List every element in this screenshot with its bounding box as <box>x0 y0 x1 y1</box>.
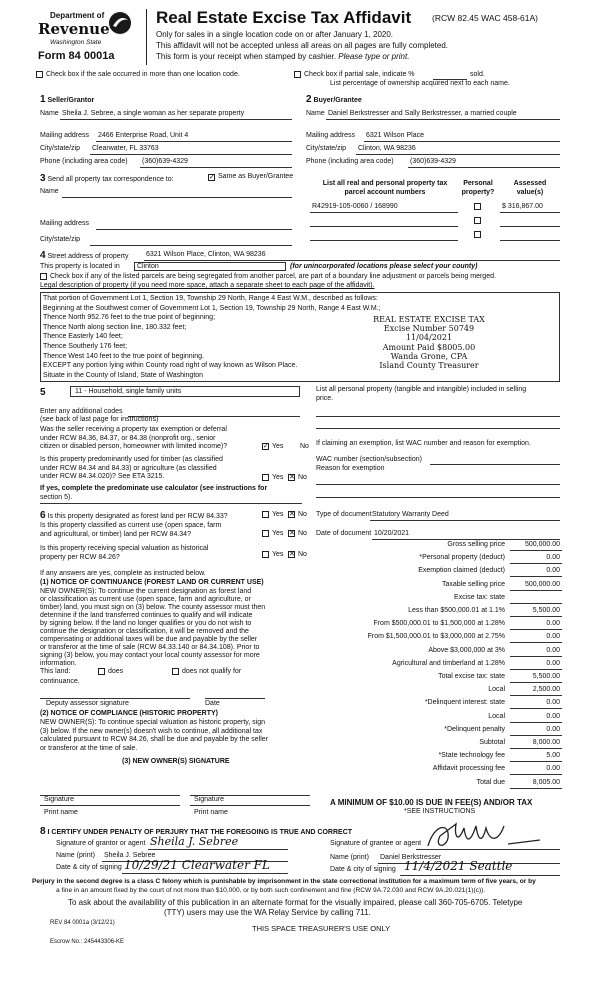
tax-row-value: 0.00 <box>546 765 560 773</box>
s6-q1-yes-checkbox[interactable] <box>262 511 269 518</box>
assessed-col-header-2: value(s) <box>516 189 544 196</box>
tax-row-value: 0.00 <box>546 567 560 575</box>
doc-type-label: Type of document <box>316 511 372 518</box>
tax-row-value: 5,500.00 <box>532 673 560 680</box>
grantor-date-city: 10/29/21 Clearwater FL <box>124 858 270 872</box>
s6-q3-line: property per RCW 84.26? <box>40 553 120 561</box>
tax-row-label: *Delinquent penalty <box>444 725 505 733</box>
notice1-line: continue the designation or classification, it will be removed and the <box>40 628 249 635</box>
s6-q1: 6 Is this property designated as forest land per RCW 84.33? <box>40 510 228 521</box>
seller-phone-label: Phone (including area code) <box>40 158 128 165</box>
legal-description-box <box>40 292 560 382</box>
tax-row-value: 0.00 <box>546 725 560 733</box>
q2-note2: section 5). <box>40 494 73 501</box>
owner-print-label-2: Print name <box>194 809 228 816</box>
tax-row-label: Total due <box>476 778 505 786</box>
tax-row-value: 2,500.00 <box>532 686 560 694</box>
parcel-number: R42919-105-0060 / 168990 <box>312 203 398 210</box>
tax-row-value: 0.00 <box>546 633 560 641</box>
deputy-date-label: Date <box>205 700 220 707</box>
form-rcw: (RCW 82.45 WAC 458-61A) <box>432 13 538 23</box>
grantee-name-label: Name (print) <box>330 854 369 861</box>
notice1-title: (1) NOTICE OF CONTINUANCE (FOREST LAND OR CURRENT USE) <box>40 579 264 586</box>
tax-row-label: *Personal property (deduct) <box>419 554 505 562</box>
s6-q3-line: Is this property receiving special valuation as historical <box>40 545 209 552</box>
q2-note: If yes, complete the predominate use calculator (see instructions for <box>40 485 268 492</box>
seller-phone: (360)639-4329 <box>142 158 188 165</box>
located-field[interactable]: Clinton <box>134 262 286 271</box>
tax-row-label: Taxable selling price <box>441 580 505 588</box>
tax-row-label: Local <box>488 712 505 720</box>
s6-q2-yes-checkbox[interactable] <box>262 530 269 537</box>
notice1-line: by signing below. If the land no longer qualifies or you do not wish to <box>40 620 252 627</box>
timber-question-line: under RCW 84.34 and 84.33) or agriculture (as classified <box>40 464 217 472</box>
seller-city: Clearwater, FL 33763 <box>92 145 159 152</box>
legal-description-line: Beginning at the Southwest corner of Government Lot 1, Section 19, Township 29 North, Range 4 East W.M.; <box>43 304 381 312</box>
tax-row-label: Total excise tax: state <box>438 673 505 680</box>
grantor-signature-label: Signature of grantor or agent <box>56 840 146 847</box>
located-note: (for unincorporated locations please select your county) <box>290 263 478 270</box>
s6-q1-no-label: No <box>298 511 307 518</box>
s6-q3-no-label: No <box>298 551 307 558</box>
this-land-label: This land: <box>40 668 71 675</box>
personal-col-header-2: property? <box>461 189 495 196</box>
notice2-title: (2) NOTICE OF COMPLIANCE (HISTORIC PROPERTY) <box>40 710 218 717</box>
seller-heading: 1 Seller/Grantor <box>40 94 95 105</box>
buyer-heading: 2 Buyer/Grantee <box>306 94 362 105</box>
located-label: This property is located in <box>40 263 120 270</box>
legal-description-line: Situate in the County of Island, State of Washington <box>43 371 204 379</box>
legal-description-line: Thence North along section line, 180.332 feet; <box>43 323 187 331</box>
same-as-buyer-label: Same as Buyer/Grantee <box>218 173 294 180</box>
buyer-city-label: City/state/zip <box>306 145 347 152</box>
dept-line1: Department of <box>50 11 105 20</box>
personal-property-checkbox-1[interactable] <box>474 203 481 210</box>
notice1-line: information. <box>40 660 77 667</box>
exemption-question-line: Was the seller receiving a property tax exemption or deferral <box>40 426 227 433</box>
if-yes-note: If any answers are yes, complete as instructed below. <box>40 570 206 577</box>
notice1-line: signing (3) below, you may contact your local county assessor for more <box>40 652 260 659</box>
q1-yes-label: Yes <box>272 443 284 450</box>
tax-row-label: From $500,000.01 to $1,500,000 at 1.28% <box>373 620 505 628</box>
grantee-signature-label: Signature of grantee or agent <box>330 840 422 847</box>
tax-row-label: From $1,500,000.01 to $3,000,000 at 2.75% <box>367 633 505 641</box>
tax-row-label: *State technology fee <box>438 752 505 760</box>
buyer-city: Clinton, WA 98236 <box>358 145 416 152</box>
partial-sale-note: List percentage of ownership acquired next to each name. <box>330 80 510 87</box>
notice2-line: or transferor at the time of sale. <box>40 744 138 752</box>
partial-sale-label: Check box if partial sale, indicate % <box>304 71 415 78</box>
grantor-name: Sheila J. Sebree <box>104 852 156 859</box>
s3-mailing-label: Mailing address <box>40 220 90 227</box>
legal-description-label: Legal description of property (if you need more space, attach a separate sheet to each page of the affidavit). <box>40 282 375 289</box>
buyer-name: Daniel Berkstresser and Sally Berkstresser, a married couple <box>328 110 517 117</box>
legal-description-line: Thence Easterly 140 feet; <box>43 333 123 341</box>
wac-label: WAC number (section/subsection) <box>316 456 422 463</box>
tax-row-value: 0.00 <box>546 712 560 720</box>
grantor-date-label: Date & city of signing <box>56 864 122 871</box>
s3-city-label: City/state/zip <box>40 236 81 243</box>
header-note-2: This affidavit will not be accepted unless all areas on all pages are fully completed. <box>156 41 449 50</box>
buyer-mailing: 6321 Wilson Place <box>366 132 424 139</box>
form-title: Real Estate Excise Tax Affidavit <box>156 8 412 27</box>
alt-format-line-2: (TTY) users may use the WA Relay Service by calling 711. <box>164 908 371 917</box>
stamp-line: Amount Paid $8005.00 <box>382 342 476 352</box>
same-as-buyer-checkbox[interactable]: ✓ <box>209 174 215 181</box>
s6-q3-yes-checkbox[interactable] <box>262 551 269 558</box>
legal-description-line: Thence Southerly 176 feet; <box>43 343 128 350</box>
q2-yes-checkbox[interactable] <box>262 474 269 481</box>
s3-name-label: Name <box>40 188 59 195</box>
buyer-phone-label: Phone (including area code) <box>306 158 394 165</box>
tax-row-label: Exemption claimed (deduct) <box>418 567 505 575</box>
does-not-qualify-checkbox[interactable] <box>172 668 179 675</box>
q2-no-label: No <box>298 474 307 481</box>
notice2-line: NEW OWNER(S): To continue special valuation as historic property, sign <box>40 719 265 726</box>
does-qualify-checkbox[interactable] <box>98 668 105 675</box>
tax-row-label: Gross selling price <box>447 541 505 548</box>
notice2-line: calculated pursuant to RCW 84.26, shall be due and payable by the seller <box>40 736 269 743</box>
stamp-line: REAL ESTATE EXCISE TAX <box>373 315 485 324</box>
stamp-line: Excise Number 50749 <box>383 324 475 334</box>
seller-city-label: City/state/zip <box>40 145 81 152</box>
header-note-3: This form is your receipt when stamped by cashier. Please type or print. <box>156 52 410 61</box>
assessed-value: $ 316,867.00 <box>502 203 543 210</box>
dept-line2: Revenue <box>38 20 110 38</box>
grantor-signature: Sheila J. Sebree <box>150 835 239 848</box>
s6-q1-no-checkbox[interactable]: ✕ <box>289 511 295 518</box>
tax-row-value: 0.00 <box>546 699 560 707</box>
section7-label-line: List all personal property (tangible and intangible) included in selling <box>316 386 527 393</box>
reason-label: Reason for exemption <box>316 465 385 472</box>
segregated-checkbox[interactable] <box>40 273 47 280</box>
tax-row-label: Less than $500,000.01 at 1.1% <box>408 607 505 614</box>
personal-property-checkbox-3[interactable] <box>474 231 481 238</box>
notice2-line: (3) below. If the new owner(s) doesn't wish to continue, all additional tax <box>40 727 263 735</box>
q2-yes-label: Yes <box>272 474 284 481</box>
seller-mailing-label: Mailing address <box>40 132 90 139</box>
stamp-line: Island County Treasurer <box>379 360 479 370</box>
s6-q3-yes-label: Yes <box>272 551 284 558</box>
parcel-col-header-2: parcel account numbers <box>344 189 426 196</box>
escrow-number: Escrow No.: 245443306-KE <box>50 939 125 945</box>
s6-q3-no-checkbox[interactable]: ✕ <box>289 551 295 558</box>
perjury-line-2: a fine in an amount fixed by the court of not more than $10,000, or by both such confinement and fine (RCW 9A.72.030 and RCW 9A.20.021(1)(c)). <box>56 887 486 894</box>
tax-table <box>290 541 580 801</box>
grantee-date-label: Date & city of signing <box>330 866 396 873</box>
notice1-line: or transferor at the time of sale (RCW 84.33.140 or 84.34.108). Prior to <box>40 644 260 651</box>
tax-row-value: 0.00 <box>546 659 560 667</box>
tax-row-label: Local <box>488 686 505 694</box>
exemption-label: If claiming an exemption, list WAC number and reason for exemption. <box>316 440 531 447</box>
seller-name-label: Name <box>40 110 59 117</box>
treasurer-use-only: THIS SPACE TREASURER'S USE ONLY <box>252 924 391 933</box>
timber-question-line: under RCW 84.34.020)? See ETA 3215. <box>40 473 165 480</box>
treasurer-stamp <box>359 315 499 370</box>
deputy-signature-label: Deputy assessor signature <box>46 700 129 707</box>
tax-row-value: 500,000.00 <box>524 541 560 548</box>
codes-label: Enter any additional codes <box>40 408 123 415</box>
tax-row-label: Above $3,000,000 at 3% <box>428 646 505 654</box>
exemption-question-line: citizen or disabled person, homeowner with limited income)? <box>40 443 228 450</box>
minimum-notice: A MINIMUM OF $10.00 IS DUE IN FEE(S) AND/OR TAX <box>330 798 533 807</box>
s6-q2-line: Is this property classified as current use (open space, farm <box>40 522 222 529</box>
q2-no-checkbox[interactable]: ✕ <box>289 474 295 481</box>
owner-print-label-1: Print name <box>44 809 78 816</box>
header-note-1: Only for sales in a single location code on or after January 1, 2020. <box>156 30 394 39</box>
seller-name: Sheila J. Sebree, a single woman as her separate property <box>62 110 245 117</box>
personal-col-header-1: Personal <box>463 180 493 187</box>
grantee-signature-scribble <box>420 818 550 852</box>
tax-row-value: 0.00 <box>546 646 560 654</box>
stamp-line: 11/04/2021 <box>405 333 453 343</box>
tax-row-value: 8,000.00 <box>532 739 560 746</box>
tax-row-label: Excise tax: state <box>454 593 505 601</box>
codes-note: (see back of last page for instructions) <box>40 416 159 423</box>
grantee-name: Daniel Berkstresser <box>380 854 442 861</box>
q1-no-label: No <box>300 443 309 450</box>
doc-date-label: Date of document <box>316 530 372 537</box>
doc-date: 10/20/2021 <box>374 530 410 537</box>
see-instructions: *SEE INSTRUCTIONS <box>404 808 476 815</box>
tax-row-label: *Delinquent interest: state <box>424 699 505 707</box>
certify-statement: 8 I CERTIFY UNDER PENALTY OF PERJURY THAT THE FOREGOING IS TRUE AND CORRECT <box>40 826 353 837</box>
does-not-label: does not qualify for <box>182 668 242 675</box>
multi-location-label: Check box if the sale occurred in more than one location code. <box>46 71 240 78</box>
dept-line3: Washington State <box>50 39 102 46</box>
tax-row-value: 8,005.00 <box>532 778 560 786</box>
legal-description-line: That portion of Government Lot 1, Section 19, Township 29 North, Range 4 East W.M., described as follows: <box>43 295 378 302</box>
segregated-label: Check box if any of the listed parcels are being segregated from another parcel, are part of a boundary line adjustment or parcels being merged. <box>50 273 496 280</box>
partial-sale-checkbox[interactable] <box>294 71 301 78</box>
dor-swoosh-icon <box>108 10 132 36</box>
notice1-line: timber) land, you must sign on (3) below. The county assessor must then <box>40 604 266 611</box>
parcel-col-header-1: List all real and personal property tax <box>322 180 448 187</box>
tax-row-value: 5,500.00 <box>532 607 560 614</box>
section3-label: 3 Send all property tax correspondence to: <box>40 173 174 184</box>
notice1-line: determine if the land transferred continues to qualify and will indicate <box>40 612 253 619</box>
timber-question-line: Is this property predominantly used for timber (as classified <box>40 456 223 463</box>
multi-location-checkbox[interactable] <box>36 71 43 78</box>
s6-q2-line: and agricultural, or timber) land per RCW 84.34? <box>40 530 191 538</box>
notice1-line: NEW OWNER(S): To continue the current designation as forest land <box>40 588 252 595</box>
tax-row-value: 5.00 <box>546 752 560 760</box>
buyer-phone: (360)639-4329 <box>410 158 456 165</box>
q1-yes-checkbox[interactable]: ✓ <box>263 443 269 450</box>
dor-logo <box>38 10 134 50</box>
partial-sale-sold: sold. <box>470 71 485 78</box>
s6-q2-no-checkbox[interactable]: ✕ <box>289 530 295 537</box>
perjury-line-1: Perjury in the second degree is a class C felony which is punishable by imprisonment in the state correctional institution for a maximum term of five years, or by <box>32 878 536 885</box>
doc-type: Statutory Warranty Deed <box>372 511 449 518</box>
stamp-line: Wanda Grone, CPA <box>390 351 468 361</box>
owner-signature-label-1: Signature <box>44 796 74 803</box>
personal-property-checkbox-2[interactable] <box>474 217 481 224</box>
legal-description-line: EXCEPT any portion lying within County road right of way known as Wilson Place. <box>43 362 298 370</box>
grantee-date-city: 11/4/2021 Seattle <box>404 859 513 873</box>
buyer-mailing-label: Mailing address <box>306 132 356 139</box>
tax-row-label: Agricultural and timberland at 1.28% <box>392 659 505 667</box>
does-label: does <box>108 668 124 675</box>
s6-q2-yes-label: Yes <box>272 530 284 537</box>
section5-num: 5 <box>40 387 46 398</box>
grantor-name-label: Name (print) <box>56 852 95 859</box>
section7-label-line: price. <box>316 395 334 402</box>
assessed-col-header-1: Assessed <box>513 180 547 187</box>
tax-row-value: 500,000.00 <box>524 580 560 588</box>
legal-description-line: Thence West 140 feet to the true point of beginning. <box>43 352 204 360</box>
notice1-line: compensating or additional taxes will be due and payable by the seller <box>40 636 258 643</box>
tax-row-value: 0.00 <box>546 554 560 562</box>
tax-row-label: Affidavit processing fee <box>432 765 505 773</box>
tax-row-value: 0.00 <box>546 620 560 628</box>
s6-q2-no-label: No <box>298 530 307 537</box>
street-address: 6321 Wilson Place, Clinton, WA 98236 <box>146 251 266 258</box>
rev-number: REV 84 0001a (3/12/21) <box>50 920 115 926</box>
form-number: Form 84 0001a <box>38 50 115 62</box>
exemption-question-line: under RCW 84.36, 84.37, or 84.38 (nonprofit org., senior <box>40 434 216 442</box>
notice1-line: or classification as current use (open space, farm and agriculture, or <box>40 596 251 603</box>
street-label: 4 Street address of property <box>40 250 129 261</box>
owner-signature-label-2: Signature <box>194 796 224 803</box>
buyer-name-label: Name <box>306 110 325 117</box>
alt-format-line-1: To ask about the availability of this publication in an alternate format for the visually impaired, please call 360-705-6705. Teletype <box>68 898 523 907</box>
legal-description-line: Thence North 952.76 feet to the true point of beginning; <box>43 314 216 322</box>
notice3-title: (3) NEW OWNER(S) SIGNATURE <box>122 758 230 765</box>
tax-row-label: Subtotal <box>479 739 505 746</box>
continuance-label: continuance. <box>40 678 80 685</box>
s6-q1-yes-label: Yes <box>272 511 284 518</box>
seller-mailing: 2466 Enterprise Road, Unit 4 <box>98 132 189 139</box>
use-code-field[interactable]: 11 - Household, single family units <box>70 386 300 397</box>
